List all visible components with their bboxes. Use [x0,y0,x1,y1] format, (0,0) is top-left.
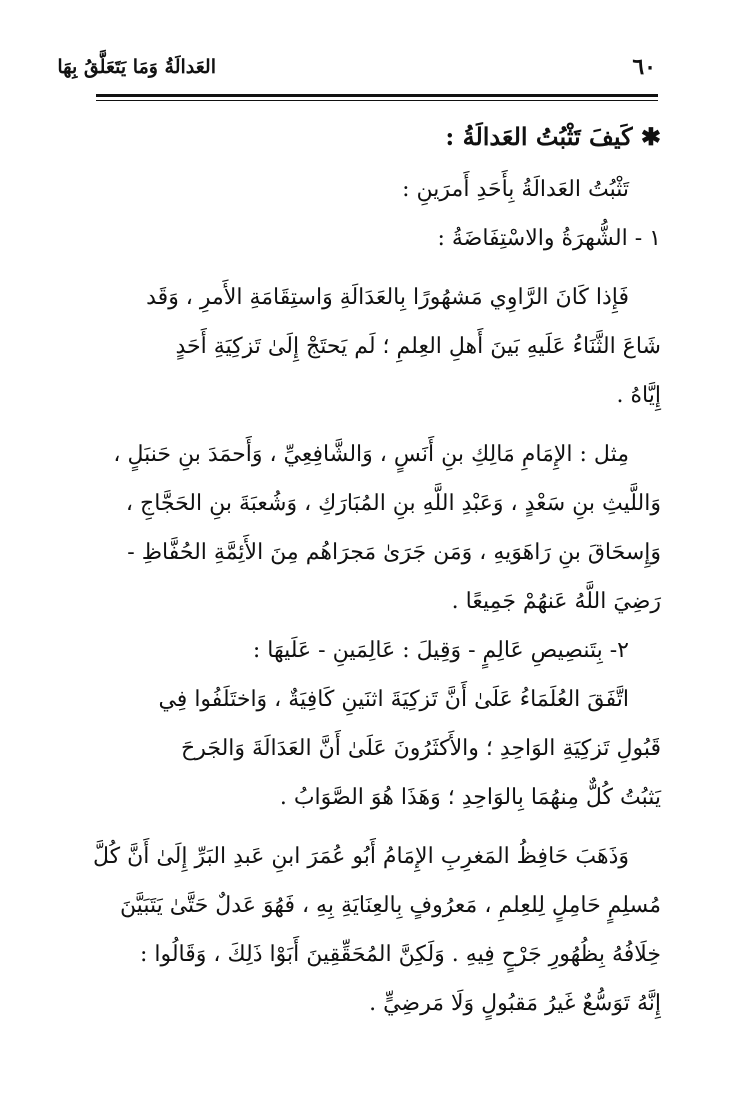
section-heading-text: كَيفَ تَثْبُتُ العَدالَةُ : [445,122,633,151]
page-number: ٦٠ [632,54,656,80]
paragraph-line: يَثبُتُ كُلٌّ مِنهُمَا بِالوَاحِدِ ؛ وَهَذَا هُوَ الصَّوَابُ . [279,785,661,810]
item2-title: ٢- بِتَنصِيصِ عَالِمٍ - وَقِيلَ : عَالِمَينِ - عَلَيهَا : [252,638,629,663]
paragraph-line: اتَّفَقَ العُلَمَاءُ عَلَىٰ أَنَّ تَزكِيَةَ اثنَينِ كَافِيَةٌ ، وَاختَلَفُوا فِي [158,687,629,712]
header-rule-thick [96,94,658,97]
paragraph-line: مِثل : الإِمَامِ مَالِكِ بنِ أَنَسٍ ، وَالشَّافِعِيِّ ، وَأَحمَدَ بنِ حَنبَلٍ ، [113,442,629,467]
intro-line: تَثْبُتُ العَدالَةُ بِأَحَدِ أَمرَينِ : [402,177,629,202]
paragraph-line: فَإِذا كَانَ الرَّاوِي مَشهُورًا بِالعَدَالَةِ وَاستِقَامَةِ الأَمرِ ، وَقَد [146,285,629,310]
paragraph-line: إِنَّهُ تَوَسُّعٌ غَيرُ مَقبُولٍ وَلَا مَرضِيٍّ . [369,991,661,1016]
body-text [92,112,661,1028]
paragraph-line: إِيَّاهُ . [616,383,661,408]
header-rule-thin [96,100,658,101]
paragraph-line: خِلَافُهُ بِظُهُورِ جَرْحٍ فِيهِ . وَلَكِنَّ المُحَقِّقِينَ أَبَوْا ذَلِكَ ، وَقَالُوا : [139,942,661,967]
section-heading [96,112,661,161]
paragraph-line: رَضِيَ اللَّهُ عَنهُمْ جَمِيعًا . [451,589,661,614]
running-title: العَدالَةُ وَمَا يَتَعَلَّقُ بِهَا [57,56,216,78]
paragraph-line: شَاعَ الثَّنَاءُ عَلَيهِ بَينَ أَهلِ العِلمِ ؛ لَم يَحتَجْ إِلَىٰ تَزكِيَةِ أَحَدٍ [175,334,661,359]
final-paragraph [92,832,661,1028]
item2-paragraph [96,675,661,822]
asterisk-marker-icon: ✱ [640,122,661,151]
paragraph-line: قَبُولِ تَزكِيَةِ الوَاحِدِ ؛ والأَكثَرُونَ عَلَىٰ أَنَّ العَدَالَةَ وَالجَرحَ [181,736,661,761]
paragraph-line: وَإِسحَاقَ بنِ رَاهَوَيهِ ، وَمَن جَرَىٰ مَجرَاهُم مِنَ الأَئِمَّةِ الحُفَّاظِ - [127,540,661,565]
paragraph-line: وَاللَّيثِ بنِ سَعْدٍ ، وَعَبْدِ اللَّهِ بنِ المُبَارَكِ ، وَشُعبَةَ بنِ الحَجَّاجِ ، [125,491,661,516]
paragraph-line: وَذَهَبَ حَافِظُ المَغرِبِ الإِمَامُ أَبُو عُمَرَ ابنِ عَبدِ البَرِّ إِلَىٰ أَنَّ كُلَّ [92,844,629,869]
item1-title: ١ - الشُّهرَةُ والاسْتِفَاضَةُ : [437,226,661,251]
item1-paragraph-1 [96,273,661,420]
item1-paragraph-2 [96,430,661,626]
paragraph-line: مُسلِمٍ حَامِلٍ لِلعِلمِ ، مَعرُوفٍ بِالعِنَايَةِ بِهِ ، فَهُوَ عَدلٌ حَتَّىٰ يَتَبَيَّنَ [119,893,661,918]
running-header [57,52,656,92]
